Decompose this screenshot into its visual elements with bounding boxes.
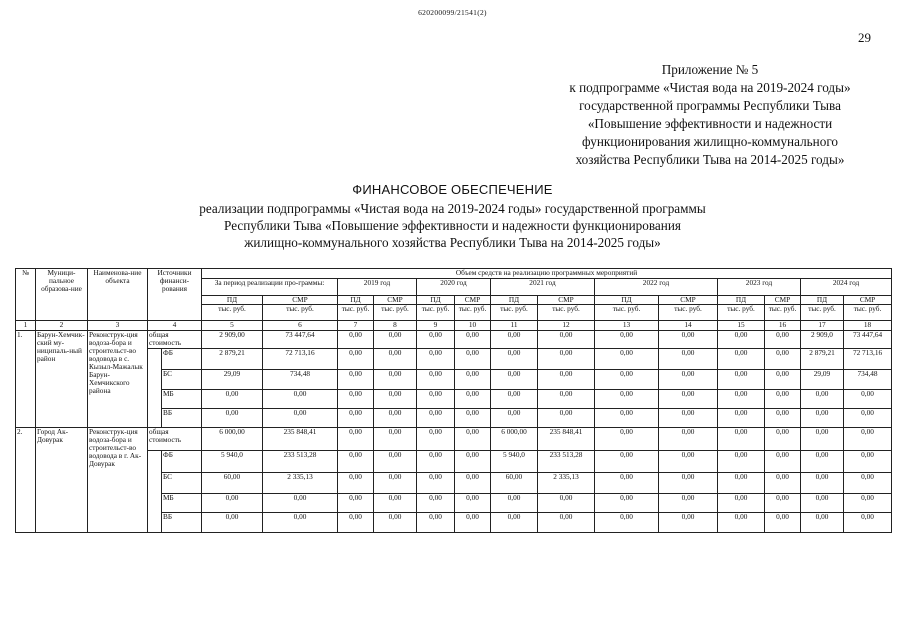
table-cell: 2 879,21	[202, 349, 263, 370]
header-pd: ПД	[718, 296, 765, 305]
table-cell: 0,00	[765, 473, 801, 494]
header-object: Наименова-ние объекта	[88, 269, 148, 321]
table-cell: 0,00	[801, 494, 844, 513]
table-cell: 0,00	[374, 390, 417, 409]
header-total-period: За период реализации про-граммы:	[202, 279, 338, 296]
table-cell: 0,00	[538, 409, 595, 428]
header-sources: Источники финанси-рования	[148, 269, 202, 321]
table-cell: 0,00	[595, 494, 659, 513]
table-cell: 0,00	[595, 349, 659, 370]
header-volume: Объем средств на реализацию программных мероприятий	[202, 269, 892, 279]
table-row	[16, 349, 892, 370]
source-label: БС	[162, 370, 202, 390]
header-unit: тыс. руб.	[374, 305, 417, 321]
row-object: Реконструк-ция водоза-бора и строительст-во водовода в с. Кызыл-Мажалык Барун-Хемчикского района	[88, 331, 148, 428]
appendix-line: к подпрограмме «Чистая вода на 2019-2024 годы»	[569, 80, 851, 95]
header-unit: тыс. руб.	[455, 305, 491, 321]
table-cell: 0,00	[844, 409, 892, 428]
table-cell: 0,00	[338, 370, 374, 390]
table-cell: 0,00	[844, 451, 892, 473]
table-cell: 0,00	[801, 451, 844, 473]
row-municipality: Город Ак-Довурак	[36, 428, 88, 533]
appendix-line: Приложение № 5	[661, 62, 759, 77]
table-cell: 0,00	[491, 390, 538, 409]
table-cell: 0,00	[374, 370, 417, 390]
table-cell: 0,00	[338, 473, 374, 494]
table-cell: 72 713,16	[844, 349, 892, 370]
table-cell: 0,00	[491, 331, 538, 349]
table-cell: 0,00	[659, 473, 718, 494]
table-cell: 0,00	[595, 409, 659, 428]
table-cell: 0,00	[718, 349, 765, 370]
column-number: 10	[455, 321, 491, 331]
column-number: 4	[148, 321, 202, 331]
header-year: 2023 год	[718, 279, 801, 296]
table-cell: 0,00	[338, 349, 374, 370]
source-total-label: общая стоимость	[148, 331, 202, 349]
header-pd: ПД	[595, 296, 659, 305]
table-cell: 0,00	[718, 370, 765, 390]
table-cell: 0,00	[718, 428, 765, 451]
table-cell: 2 335,13	[263, 473, 338, 494]
header-smr: СМР	[765, 296, 801, 305]
header-municipality: Муници-пальное образова-ние	[36, 269, 88, 321]
table-cell: 0,00	[338, 494, 374, 513]
table-cell: 0,00	[718, 390, 765, 409]
table-cell: 0,00	[491, 409, 538, 428]
table-cell: 72 713,16	[263, 349, 338, 370]
table-cell: 0,00	[338, 451, 374, 473]
table-cell: 0,00	[765, 494, 801, 513]
table-cell: 0,00	[801, 428, 844, 451]
table-cell: 0,00	[374, 473, 417, 494]
column-number: 7	[338, 321, 374, 331]
header-smr: СМР	[844, 296, 892, 305]
table-cell: 0,00	[801, 513, 844, 533]
table-cell: 0,00	[374, 409, 417, 428]
header-pd: ПД	[417, 296, 455, 305]
column-number: 2	[36, 321, 88, 331]
table-cell: 0,00	[417, 451, 455, 473]
table-cell: 0,00	[202, 390, 263, 409]
table-cell: 6 000,00	[491, 428, 538, 451]
header-year: 2022 год	[595, 279, 718, 296]
table-cell: 0,00	[659, 513, 718, 533]
table-cell: 0,00	[417, 349, 455, 370]
table-cell: 0,00	[263, 409, 338, 428]
table-cell: 0,00	[765, 451, 801, 473]
header-unit: тыс. руб.	[718, 305, 765, 321]
column-number: 12	[538, 321, 595, 331]
table-cell: 0,00	[374, 331, 417, 349]
column-number: 16	[765, 321, 801, 331]
table-cell: 0,00	[595, 473, 659, 494]
table-cell: 6 000,00	[202, 428, 263, 451]
table-cell: 2 879,21	[801, 349, 844, 370]
table-cell: 0,00	[338, 390, 374, 409]
column-number: 17	[801, 321, 844, 331]
table-cell: 0,00	[659, 428, 718, 451]
header-num: №	[16, 269, 36, 321]
table-cell: 233 513,28	[263, 451, 338, 473]
table-cell: 0,00	[417, 390, 455, 409]
table-cell: 0,00	[844, 473, 892, 494]
column-number: 13	[595, 321, 659, 331]
document-id: 620200099/21541(2)	[418, 8, 487, 17]
table-cell: 0,00	[202, 409, 263, 428]
header-year: 2020 год	[417, 279, 491, 296]
header-smr: СМР	[659, 296, 718, 305]
table-cell: 0,00	[538, 513, 595, 533]
column-number: 11	[491, 321, 538, 331]
table-cell: 0,00	[538, 349, 595, 370]
table-cell: 0,00	[491, 494, 538, 513]
table-cell: 0,00	[844, 494, 892, 513]
row-num: 1.	[16, 331, 36, 428]
column-number: 15	[718, 321, 765, 331]
table-header-row	[16, 269, 892, 279]
table-cell: 0,00	[455, 473, 491, 494]
table-cell: 0,00	[595, 370, 659, 390]
table-cell: 0,00	[374, 349, 417, 370]
page-number: 29	[858, 30, 871, 45]
header-smr: СМР	[538, 296, 595, 305]
table-cell: 0,00	[538, 370, 595, 390]
table-cell: 0,00	[765, 409, 801, 428]
table-cell: 0,00	[844, 513, 892, 533]
table-cell: 0,00	[659, 409, 718, 428]
table-cell: 0,00	[538, 494, 595, 513]
source-total-label: общая стоимость	[148, 428, 202, 451]
source-label: ФБ	[162, 349, 202, 370]
header-pd: ПД	[491, 296, 538, 305]
table-cell: 0,00	[718, 451, 765, 473]
table-cell: 0,00	[455, 494, 491, 513]
table-cell: 0,00	[374, 494, 417, 513]
header-smr: СМР	[455, 296, 491, 305]
table-cell: 0,00	[455, 349, 491, 370]
source-label: МБ	[162, 390, 202, 409]
column-number: 18	[844, 321, 892, 331]
table-cell: 0,00	[491, 370, 538, 390]
table-cell: 0,00	[801, 390, 844, 409]
header-unit: тыс. руб.	[659, 305, 718, 321]
column-number: 1	[16, 321, 36, 331]
table-cell: 734,48	[844, 370, 892, 390]
table-cell: 0,00	[263, 513, 338, 533]
table-cell: 0,00	[455, 409, 491, 428]
table-cell: 0,00	[417, 473, 455, 494]
table-cell: 0,00	[455, 428, 491, 451]
table-cell: 0,00	[765, 390, 801, 409]
table-cell: 0,00	[718, 409, 765, 428]
table-cell: 0,00	[455, 451, 491, 473]
table-cell: 0,00	[538, 390, 595, 409]
financing-table	[15, 268, 892, 533]
table-cell: 0,00	[659, 390, 718, 409]
row-num: 2.	[16, 428, 36, 533]
table-cell: 0,00	[718, 494, 765, 513]
table-cell: 0,00	[718, 331, 765, 349]
table-cell: 0,00	[455, 513, 491, 533]
table-cell: 73 447,64	[263, 331, 338, 349]
table-cell: 0,00	[595, 451, 659, 473]
document-subtitle-line: реализации подпрограммы «Чистая вода на 2019-2024 годы» государственной программы	[199, 201, 706, 216]
table-row	[16, 428, 892, 451]
table-cell: 0,00	[374, 451, 417, 473]
column-number: 5	[202, 321, 263, 331]
header-unit: тыс. руб.	[491, 305, 538, 321]
row-municipality: Барун-Хемчик-ский му-ниципаль-ный район	[36, 331, 88, 428]
table-cell: 0,00	[491, 349, 538, 370]
table-cell: 0,00	[338, 409, 374, 428]
table-row	[16, 451, 892, 473]
table-cell: 0,00	[263, 494, 338, 513]
table-cell: 0,00	[659, 370, 718, 390]
table-cell: 0,00	[765, 513, 801, 533]
table-cell: 235 848,41	[538, 428, 595, 451]
header-year: 2019 год	[338, 279, 417, 296]
header-unit: тыс. руб.	[338, 305, 374, 321]
document-title: ФИНАНСОВОЕ ОБЕСПЕЧЕНИЕ	[352, 182, 553, 197]
table-cell: 5 940,0	[491, 451, 538, 473]
table-cell: 0,00	[765, 428, 801, 451]
header-year: 2021 год	[491, 279, 595, 296]
column-number: 8	[374, 321, 417, 331]
appendix-line: государственной программы Республики Тыва	[579, 98, 841, 113]
table-cell: 0,00	[417, 494, 455, 513]
table-cell: 73 447,64	[844, 331, 892, 349]
header-unit: тыс. руб.	[844, 305, 892, 321]
table-cell: 0,00	[718, 513, 765, 533]
in-total-label	[148, 349, 162, 428]
document-subtitle-line: Республики Тыва «Повышение эффективности и надежности функционирования	[224, 218, 681, 233]
source-label: МБ	[162, 494, 202, 513]
source-label: ВБ	[162, 409, 202, 428]
table-cell: 0,00	[765, 331, 801, 349]
table-cell: 2 909,00	[202, 331, 263, 349]
table-cell: 0,00	[595, 428, 659, 451]
column-number: 6	[263, 321, 338, 331]
table-cell: 0,00	[455, 331, 491, 349]
table-cell: 0,00	[659, 494, 718, 513]
table-row	[16, 331, 892, 349]
table-cell: 0,00	[263, 390, 338, 409]
header-unit: тыс. руб.	[417, 305, 455, 321]
table-cell: 0,00	[491, 513, 538, 533]
header-unit: тыс. руб.	[263, 305, 338, 321]
table-cell: 734,48	[263, 370, 338, 390]
table-cell: 0,00	[417, 370, 455, 390]
table-cell: 29,09	[202, 370, 263, 390]
table-cell: 0,00	[659, 349, 718, 370]
source-label: ФБ	[162, 451, 202, 473]
table-cell: 0,00	[455, 370, 491, 390]
table-cell: 0,00	[455, 390, 491, 409]
table-cell: 0,00	[765, 349, 801, 370]
table-cell: 60,00	[202, 473, 263, 494]
header-unit: тыс. руб.	[202, 305, 263, 321]
table-cell: 29,09	[801, 370, 844, 390]
table-cell: 0,00	[338, 331, 374, 349]
table-cell: 233 513,28	[538, 451, 595, 473]
header-unit: тыс. руб.	[595, 305, 659, 321]
header-smr: СМР	[374, 296, 417, 305]
table-cell: 0,00	[338, 513, 374, 533]
column-number: 9	[417, 321, 455, 331]
source-label: ВБ	[162, 513, 202, 533]
header-pd: ПД	[801, 296, 844, 305]
table-cell: 0,00	[595, 331, 659, 349]
header-year: 2024 год	[801, 279, 892, 296]
table-cell: 0,00	[202, 513, 263, 533]
in-total-label	[148, 451, 162, 533]
table-cell: 0,00	[538, 331, 595, 349]
appendix-line: «Повышение эффективности и надежности	[587, 116, 833, 131]
table-cell: 235 848,41	[263, 428, 338, 451]
column-number-row	[16, 321, 892, 331]
table-cell: 0,00	[718, 473, 765, 494]
column-number: 14	[659, 321, 718, 331]
source-label: БС	[162, 473, 202, 494]
table-cell: 0,00	[844, 390, 892, 409]
header-pd: ПД	[338, 296, 374, 305]
table-cell: 0,00	[844, 428, 892, 451]
table-cell: 0,00	[338, 428, 374, 451]
table-cell: 0,00	[659, 331, 718, 349]
header-smr: СМР	[263, 296, 338, 305]
table-cell: 0,00	[202, 494, 263, 513]
table-cell: 2 909,0	[801, 331, 844, 349]
table-cell: 0,00	[374, 428, 417, 451]
table-cell: 0,00	[659, 451, 718, 473]
header-unit: тыс. руб.	[765, 305, 801, 321]
column-number: 3	[88, 321, 148, 331]
document-subtitle-line: жилищно-коммунального хозяйства Республики Тыва на 2014-2025 годы»	[244, 235, 661, 250]
appendix-line: функционирования жилищно-коммунального	[582, 134, 838, 149]
table-cell: 0,00	[765, 370, 801, 390]
table-cell: 2 335,13	[538, 473, 595, 494]
table-cell: 0,00	[374, 513, 417, 533]
table-cell: 0,00	[801, 473, 844, 494]
header-unit: тыс. руб.	[801, 305, 844, 321]
table-cell: 60,00	[491, 473, 538, 494]
appendix-line: хозяйства Республики Тыва на 2014-2025 годы»	[575, 152, 845, 167]
table-cell: 0,00	[417, 513, 455, 533]
table-cell: 0,00	[417, 409, 455, 428]
table-cell: 0,00	[595, 390, 659, 409]
header-unit: тыс. руб.	[538, 305, 595, 321]
row-object: Реконструк-ция водоза-бора и строительст-во водовода в г. Ак-Довурак	[88, 428, 148, 533]
table-cell: 0,00	[417, 428, 455, 451]
table-cell: 5 940,0	[202, 451, 263, 473]
table-cell: 0,00	[417, 331, 455, 349]
header-pd: ПД	[202, 296, 263, 305]
table-cell: 0,00	[801, 409, 844, 428]
table-cell: 0,00	[595, 513, 659, 533]
